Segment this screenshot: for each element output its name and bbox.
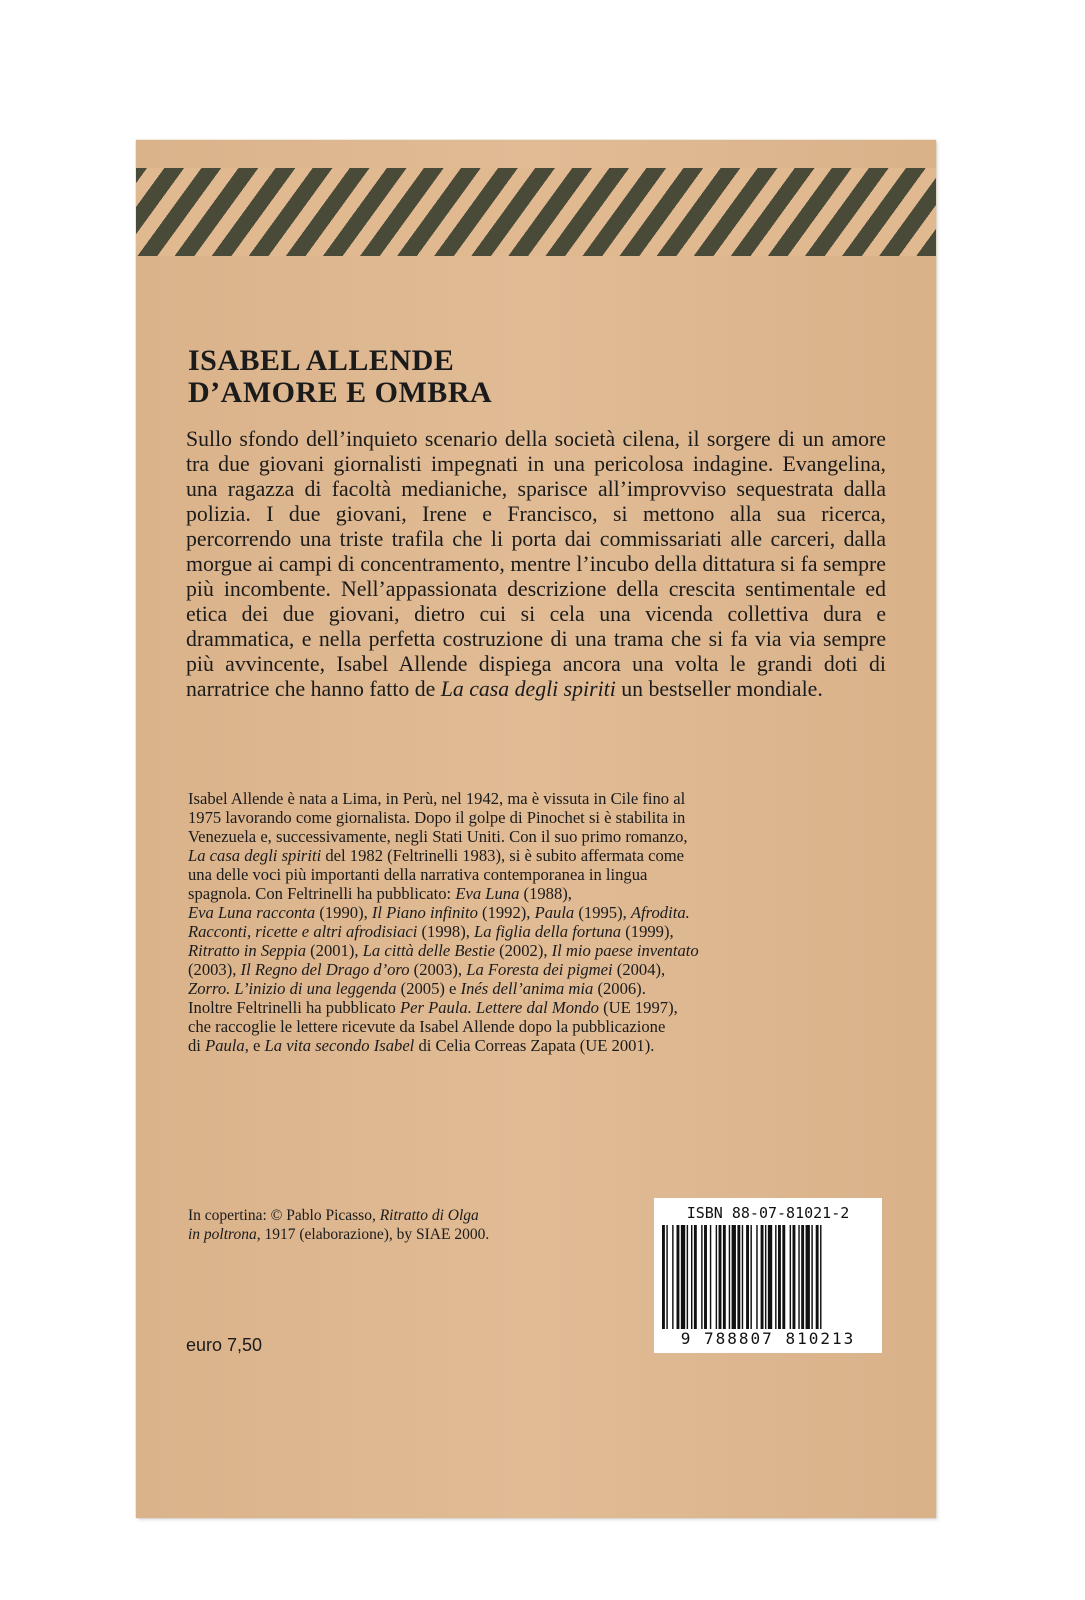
- bio-text: (1992),: [477, 903, 535, 922]
- bio-text: , e: [244, 1036, 265, 1055]
- bio-line: 1975 lavorando come giornalista. Dopo il golpe di Pinochet si è stabilita in: [188, 808, 686, 827]
- isbn-label: ISBN 88-07-81021-2: [686, 1204, 850, 1222]
- barcode-bar: [691, 1225, 692, 1329]
- barcode-box: [654, 1198, 882, 1353]
- bio-text: (2006).: [593, 979, 646, 998]
- bio-line: [188, 846, 888, 865]
- bio-italic: Ritratto in Seppia: [188, 941, 306, 960]
- bio-text: spagnola. Con Feltrinelli ha pubblicato:: [188, 884, 456, 903]
- barcode-bar: [666, 1225, 667, 1329]
- synopsis-italic-title: La casa degli spiriti: [440, 677, 616, 701]
- bio-text: Inoltre Feltrinelli ha pubblicato: [188, 998, 400, 1017]
- barcode-bar: [746, 1225, 749, 1329]
- barcode-bar: [820, 1225, 821, 1329]
- barcode-bar: [677, 1225, 680, 1329]
- barcode-bar: [782, 1225, 785, 1329]
- price-label: euro 7,50: [186, 1335, 263, 1355]
- bio-line: una delle voci più importanti della narrativa contemporanea in lingua: [188, 865, 648, 884]
- barcode-bar: [778, 1225, 781, 1329]
- barcode-bar: [694, 1225, 697, 1329]
- bio-text: (UE 1997),: [598, 998, 678, 1017]
- synopsis: [186, 427, 886, 702]
- bio-line: [188, 979, 888, 998]
- barcode-bar: [765, 1225, 766, 1329]
- bio-line: Venezuela e, successivamente, negli Stati Uniti. Con il suo primo romanzo,: [188, 827, 688, 846]
- barcode-bar: [723, 1225, 726, 1329]
- author-name: ISABEL ALLENDE: [188, 344, 455, 377]
- bio-line: [188, 960, 888, 979]
- bio-italic: Inés dell’anima mia: [460, 979, 594, 998]
- bio-italic: Eva Luna racconta: [188, 903, 316, 922]
- bio-italic: Afrodita.: [630, 903, 690, 922]
- bio-line: che raccoglie le lettere ricevute da Isabel Allende dopo la pubblicazione: [188, 1017, 666, 1036]
- barcode-bar: [750, 1225, 751, 1329]
- barcode-bar: [662, 1225, 665, 1329]
- bio-text: (1990),: [315, 903, 372, 922]
- barcode-bar: [768, 1225, 772, 1329]
- bio-text: (2005) e: [396, 979, 461, 998]
- bio-line: [188, 884, 888, 903]
- bio-italic: La Foresta dei pigmei: [466, 960, 613, 979]
- credit-text: In copertina: © Pablo Picasso,: [188, 1207, 380, 1224]
- bio-text: (2003),: [188, 960, 241, 979]
- bio-text: (1995),: [574, 903, 631, 922]
- bio-italic: La vita secondo Isabel: [264, 1036, 415, 1055]
- ean-number: 9 788807 810213: [680, 1329, 856, 1348]
- barcode-bar: [756, 1225, 757, 1329]
- book-title: D’AMORE E OMBRA: [188, 376, 493, 409]
- barcode-bar: [811, 1225, 812, 1329]
- bio-line: [188, 903, 888, 922]
- barcode-bar: [816, 1225, 819, 1329]
- barcode-bar: [687, 1225, 688, 1329]
- bio-italic: Zorro. L’inizio di una leggenda: [188, 979, 397, 998]
- synopsis-text: Sullo sfondo dell’inquieto scenario della società cilena, il sorgere di un amore tra due giovani giornalisti impegnati in una pericolosa indagine. Evangelina, una ragazza di facoltà medianiche, sparisce all’improvviso sequestrata dalla polizia. I due giovani, Irene e Francisco, si mettono alla sua ricerca, percorrendo una triste trafila che li porta dai commissariati alle carceri, dalla morgue ai campi di concentramento, mentre l’incubo della dittatura si fa sempre più incombente. Nell’appassionata descrizione della crescita sentimentale ed etica dei due giovani, dietro cui si cela una vicenda collettiva dura e drammatica, e nella perfetta costruzione di una trama che si fa via via sempre più avvincente, Isabel Allende dispiega ancora una volta le grandi doti di narratrice che hanno fatto de: [186, 427, 886, 701]
- striped-band: [136, 168, 936, 256]
- bio-italic: Il mio paese inventato: [551, 941, 699, 960]
- barcode-bar: [742, 1225, 743, 1329]
- bio-text: di: [188, 1036, 206, 1055]
- bio-text: (2001),: [306, 941, 363, 960]
- barcode-bar: [775, 1225, 776, 1329]
- bio-italic: Paula: [534, 903, 575, 922]
- author-bio: [188, 789, 888, 1055]
- bio-italic: Paula: [205, 1036, 245, 1055]
- barcode-bar: [806, 1225, 810, 1329]
- bio-text: (1999),: [621, 922, 674, 941]
- bio-text: (1998),: [417, 922, 475, 941]
- barcode-bar: [681, 1225, 685, 1329]
- bio-line: [188, 998, 888, 1017]
- bio-line: Isabel Allende è nata a Lima, in Perù, nel 1942, ma è vissuta in Cile fino al: [188, 789, 686, 808]
- barcode-bar: [737, 1225, 740, 1329]
- barcode-bar: [672, 1225, 673, 1329]
- barcode-bar: [701, 1225, 702, 1329]
- barcode-bar: [793, 1225, 796, 1329]
- bio-italic: La casa degli spiriti: [188, 846, 322, 865]
- credit-text: , 1917 (elaborazione), by SIAE 2000.: [256, 1226, 490, 1243]
- barcode-bar: [798, 1225, 799, 1329]
- bio-italic: Racconti, ricette e altri afrodisiaci: [188, 922, 418, 941]
- bio-text: (2002),: [494, 941, 552, 960]
- bio-italic: La figlia della fortuna: [474, 922, 622, 941]
- credit-italic: Ritratto di Olga: [379, 1207, 479, 1224]
- bio-text: (2004),: [612, 960, 666, 979]
- bio-italic: Per Paula. Lettere dal Mondo: [399, 998, 599, 1017]
- barcode: [660, 1225, 876, 1329]
- credit-italic: in poltrona: [188, 1226, 257, 1243]
- book-back-cover: [136, 140, 936, 1518]
- bio-italic: Il Regno del Drago d’oro: [240, 960, 410, 979]
- barcode-bar: [729, 1225, 730, 1329]
- bio-line: [188, 941, 888, 960]
- barcode-bar: [732, 1225, 736, 1329]
- bio-italic: Il Piano infinito: [371, 903, 478, 922]
- bio-line: [188, 1036, 888, 1055]
- bio-text: (2003),: [409, 960, 467, 979]
- bio-italic: La città delle Bestie: [362, 941, 495, 960]
- bio-text: (1988),: [519, 884, 572, 903]
- bio-italic: Eva Luna: [455, 884, 520, 903]
- bio-text: del 1982 (Feltrinelli 1983), si è subito affermata come: [321, 846, 685, 865]
- synopsis-end: un bestseller mondiale.: [615, 677, 823, 701]
- barcode-bar: [719, 1225, 722, 1329]
- barcode-bar: [790, 1225, 791, 1329]
- barcode-bar: [801, 1225, 804, 1329]
- cover-credit: [188, 1206, 489, 1244]
- barcode-bar: [761, 1225, 764, 1329]
- bio-line: [188, 922, 888, 941]
- bio-text: di Celia Correas Zapata (UE 2001).: [414, 1036, 655, 1055]
- barcode-bar: [710, 1225, 711, 1329]
- barcode-bar: [716, 1225, 717, 1329]
- barcode-bar: [704, 1225, 707, 1329]
